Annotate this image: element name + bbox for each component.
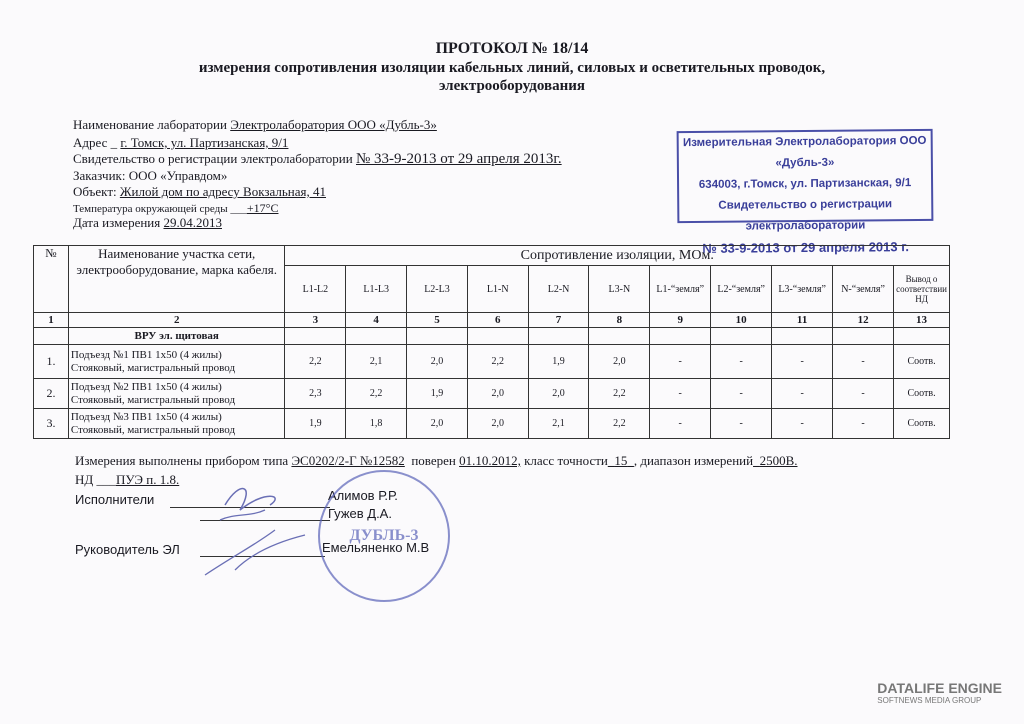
column-header: L3-“земля”	[772, 266, 833, 313]
document-title: ПРОТОКОЛ № 18/14	[435, 40, 589, 57]
cell-value: -	[833, 345, 894, 379]
address-line: Адрес _ г. Томск, ул. Партизанская, 9/1	[73, 135, 289, 150]
table-row	[34, 409, 950, 439]
document-subtitle: измерения сопротивления изоляции кабельных линий, силовых и осветительных проводок,	[198, 60, 826, 76]
column-number: 7	[528, 313, 589, 328]
column-number: 3	[285, 313, 346, 328]
cell-value: 2,3	[285, 379, 346, 409]
table-row	[34, 345, 950, 379]
column-number: 2	[68, 313, 285, 328]
row-number: 2.	[34, 379, 69, 409]
performer-1: Алимов Р.Р.	[328, 488, 398, 503]
round-seal: ДУБЛЬ-3	[318, 470, 450, 602]
cell-value: 1,9	[528, 345, 589, 379]
row-number: 1.	[34, 345, 69, 379]
cell-value: -	[650, 409, 711, 439]
cell-value: -	[772, 345, 833, 379]
header-no: №	[34, 246, 69, 313]
measurement-table	[33, 245, 950, 439]
cell-value: 2,2	[589, 379, 650, 409]
cell-value: -	[711, 409, 772, 439]
cell-value: -	[711, 345, 772, 379]
column-header: N-“земля”	[833, 266, 894, 313]
watermark: DATALIFE ENGINE SOFTNEWS MEDIA GROUP	[877, 680, 1002, 705]
cell-value: 2,0	[467, 379, 528, 409]
header-resistance: Сопротивление изоляции, МОм.	[285, 246, 950, 266]
column-header: L1-“земля”	[650, 266, 711, 313]
column-header: L1-L3	[346, 266, 407, 313]
column-header: Вывод о соответствии НД	[894, 266, 950, 313]
row-name: Подъезд №1 ПВ1 1х50 (4 жилы) Стояковый, магистральный провод	[68, 345, 285, 379]
column-number: 12	[833, 313, 894, 328]
signatures	[195, 475, 335, 585]
cell-value: 2,2	[589, 409, 650, 439]
date-line: Дата измерения 29.04.2013	[73, 215, 222, 230]
column-header: L1-N	[467, 266, 528, 313]
cell-value: 2,0	[528, 379, 589, 409]
column-header: L2-N	[528, 266, 589, 313]
cell-value: 2,0	[589, 345, 650, 379]
temperature-line: Температура окружающей среды ___+17°С	[73, 201, 279, 215]
document-subtitle-2: электрооборудования	[438, 78, 586, 94]
cell-value: Соотв.	[894, 379, 950, 409]
lab-line: Наименование лаборатории Электролаборатория ООО «Дубль-3»	[73, 117, 437, 132]
cell-value: 1,9	[285, 409, 346, 439]
column-header: L3-N	[589, 266, 650, 313]
cell-value: 2,0	[467, 409, 528, 439]
cell-value: -	[772, 379, 833, 409]
cell-value: 1,8	[346, 409, 407, 439]
cell-value: 2,0	[407, 345, 468, 379]
column-number: 9	[650, 313, 711, 328]
cell-value: 2,1	[528, 409, 589, 439]
lab-stamp: Измерительная Электролаборатория ООО «Дубль-3» 634003, г.Томск, ул. Партизанская, 9/1 Свидетельство о регистрации электролаборатории № 33-9-2013 от 29 апреля 2013 г.	[677, 129, 934, 223]
client-line: Заказчик: ООО «Управдом»	[73, 168, 228, 183]
cell-value: -	[772, 409, 833, 439]
column-number: 6	[467, 313, 528, 328]
column-number: 4	[346, 313, 407, 328]
column-header: L2-“земля”	[711, 266, 772, 313]
performer-2: Гужев Д.А.	[328, 506, 392, 521]
cell-value: 2,2	[346, 379, 407, 409]
head-name: Емельяненко М.В	[322, 540, 430, 555]
cell-value: 2,1	[346, 345, 407, 379]
section-title: ВРУ эл. щитовая	[68, 328, 285, 345]
cell-value: -	[650, 345, 711, 379]
nd-line: НД ___ПУЭ п. 1.8.	[75, 472, 180, 487]
column-number: 10	[711, 313, 772, 328]
performers-label: Исполнители	[75, 492, 155, 507]
cell-value: -	[833, 409, 894, 439]
row-name: Подъезд №3 ПВ1 1х50 (4 жилы) Стояковый, магистральный провод	[68, 409, 285, 439]
cell-value: 1,9	[407, 379, 468, 409]
cert-line: Свидетельство о регистрации электролаборатории № 33-9-2013 от 29 апреля 2013г.	[73, 151, 562, 167]
cell-value: Соотв.	[894, 345, 950, 379]
device-line: Измерения выполнены прибором типа ЭС0202/2-Г №12582 поверен 01.10.2012, класс точности_15_, диапазон измерений_2500В.	[75, 453, 798, 468]
cell-value: Соотв.	[894, 409, 950, 439]
head-label: Руководитель ЭЛ	[75, 542, 180, 557]
object-line: Объект: Жилой дом по адресу Вокзальная, 41	[73, 184, 326, 199]
row-number: 3.	[34, 409, 69, 439]
column-number: 11	[772, 313, 833, 328]
column-header: L1-L2	[285, 266, 346, 313]
column-number: 8	[589, 313, 650, 328]
table-row	[34, 379, 950, 409]
row-name: Подъезд №2 ПВ1 1х50 (4 жилы) Стояковый, магистральный провод	[68, 379, 285, 409]
column-number: 1	[34, 313, 69, 328]
column-header: L2-L3	[407, 266, 468, 313]
cell-value: -	[711, 379, 772, 409]
cell-value: -	[650, 379, 711, 409]
header-name: Наименование участка сети, электрооборудование, марка кабеля.	[68, 246, 285, 313]
cell-value: 2,2	[285, 345, 346, 379]
column-number: 5	[407, 313, 468, 328]
column-number: 13	[894, 313, 950, 328]
cell-value: 2,2	[467, 345, 528, 379]
cell-value: 2,0	[407, 409, 468, 439]
cell-value: -	[833, 379, 894, 409]
